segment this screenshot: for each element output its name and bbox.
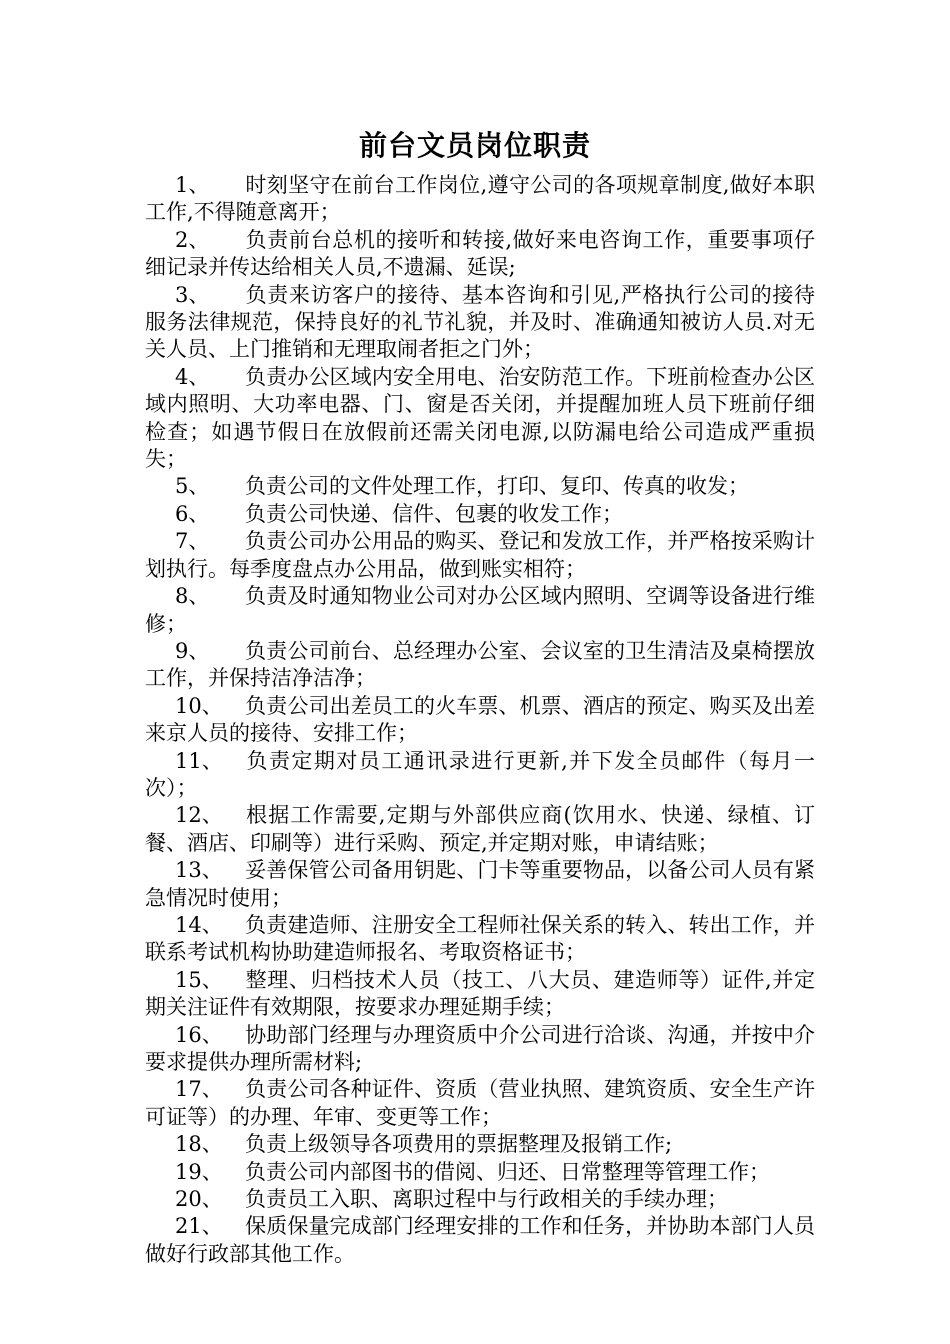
item-number: 8、 — [175, 584, 210, 609]
item-text: 负责建造师、注册安全工程师社保关系的转入、转出工作，并联系考试机构协助建造师报名、考取资格证书； — [145, 912, 815, 965]
list-item — [145, 693, 815, 748]
item-number: 21、 — [175, 1214, 223, 1239]
list-item — [145, 172, 815, 227]
item-number: 20、 — [175, 1187, 223, 1212]
item-text: 保质保量完成部门经理安排的工作和任务，并协助本部门人员做好行政部其他工作。 — [145, 1214, 815, 1266]
item-text: 负责前台总机的接听和转接,做好来电咨询工作，重要事项仔细记录并传达给相关人员,不遗漏、延误; — [145, 227, 815, 280]
list-item — [145, 1076, 815, 1131]
list-item — [145, 583, 815, 638]
page-title: 前台文员岗位职责 — [358, 129, 591, 162]
item-text: 负责员工入职、离职过程中与行政相关的手续办理； — [245, 1187, 728, 1212]
list-item — [145, 857, 815, 912]
item-number: 7、 — [175, 529, 210, 554]
list-item — [145, 1186, 815, 1213]
item-text: 负责上级领导各项费用的票据整理及报销工作; — [245, 1132, 673, 1157]
list-item — [145, 473, 815, 500]
item-text: 负责来访客户的接待、基本咨询和引见,严格执行公司的接待服务法律规范，保持良好的礼节礼貌，并及时、准确通知被访人员.对无关人员、上门推销和无理取闹者拒之门外； — [145, 282, 815, 362]
item-text: 时刻坚守在前台工作岗位,遵守公司的各项规章制度,做好本职工作,不得随意离开； — [145, 173, 815, 225]
item-text: 负责定期对员工通讯录进行更新,并下发全员邮件（每月一次）； — [145, 748, 815, 800]
list-item — [145, 1131, 815, 1158]
list-item — [145, 1213, 815, 1268]
item-text: 负责公司办公用品的购买、登记和发放工作，并严格按采购计划执行。每季度盘点办公用品，做到账实相符； — [145, 529, 815, 581]
item-text: 协助部门经理与办理资质中介公司进行洽谈、沟通，并按中介要求提供办理所需材料; — [145, 1022, 815, 1074]
item-text: 妥善保管公司备用钥匙、门卡等重要物品，以备公司人员有紧急情况时使用； — [145, 858, 815, 910]
list-item — [145, 967, 815, 1022]
list-item — [145, 1159, 815, 1186]
item-number: 19、 — [175, 1159, 223, 1184]
item-number: 18、 — [175, 1132, 223, 1157]
item-text: 负责公司各种证件、资质（营业执照、建筑资质、安全生产许可证等）的办理、年审、变更等工作； — [145, 1077, 815, 1129]
item-number: 4、 — [175, 364, 210, 389]
item-text: 根据工作需要,定期与外部供应商(饮用水、快递、绿植、订餐、酒店、印刷等）进行采购、预定,并定期对账，申请结账； — [145, 803, 815, 855]
item-number: 17、 — [175, 1077, 223, 1102]
item-number: 1、 — [175, 173, 210, 197]
list-item — [145, 227, 815, 282]
item-number: 10、 — [175, 693, 223, 718]
list-item — [145, 1022, 815, 1077]
item-text: 负责公司快递、信件、包裹的收发工作； — [245, 501, 623, 526]
item-number: 9、 — [175, 638, 210, 663]
item-text: 负责公司的文件处理工作，打印、复印、传真的收发； — [245, 474, 749, 499]
list-item — [145, 501, 815, 528]
item-text: 整理、归档技术人员（技工、八大员、建造师等）证件,并定期关注证件有效期限，按要求办理延期手续； — [145, 967, 815, 1020]
list-item — [145, 912, 815, 967]
list-item — [145, 364, 815, 474]
list-item — [145, 802, 815, 857]
item-text: 负责及时通知物业公司对办公区域内照明、空调等设备进行维修； — [145, 584, 815, 636]
list-item — [145, 748, 815, 803]
item-number: 12、 — [175, 803, 223, 828]
item-number: 16、 — [175, 1022, 223, 1047]
item-text: 负责公司前台、总经理办公室、会议室的卫生清洁及桌椅摆放工作，并保持洁净洁净； — [145, 638, 815, 691]
item-number: 15、 — [175, 967, 223, 992]
duty-list — [145, 172, 815, 1268]
item-number: 11、 — [175, 748, 223, 773]
item-number: 3、 — [175, 282, 210, 307]
list-item — [145, 528, 815, 583]
item-text: 负责公司内部图书的借阅、归还、日常整理等管理工作； — [245, 1159, 770, 1184]
item-number: 2、 — [175, 227, 210, 252]
item-number: 5、 — [175, 474, 210, 499]
item-text: 负责办公区域内安全用电、治安防范工作。下班前检查办公区域内照明、大功率电器、门、窗是否关闭，并提醒加班人员下班前仔细检查；如遇节假日在放假前还需关闭电源,以防漏电给公司造成严重损失； — [145, 364, 815, 472]
item-text: 负责公司出差员工的火车票、机票、酒店的预定、购买及出差来京人员的接待、安排工作； — [145, 693, 815, 746]
item-number: 14、 — [175, 912, 223, 937]
item-number: 13、 — [175, 858, 223, 883]
list-item — [145, 638, 815, 693]
list-item — [145, 282, 815, 364]
item-number: 6、 — [175, 501, 210, 526]
